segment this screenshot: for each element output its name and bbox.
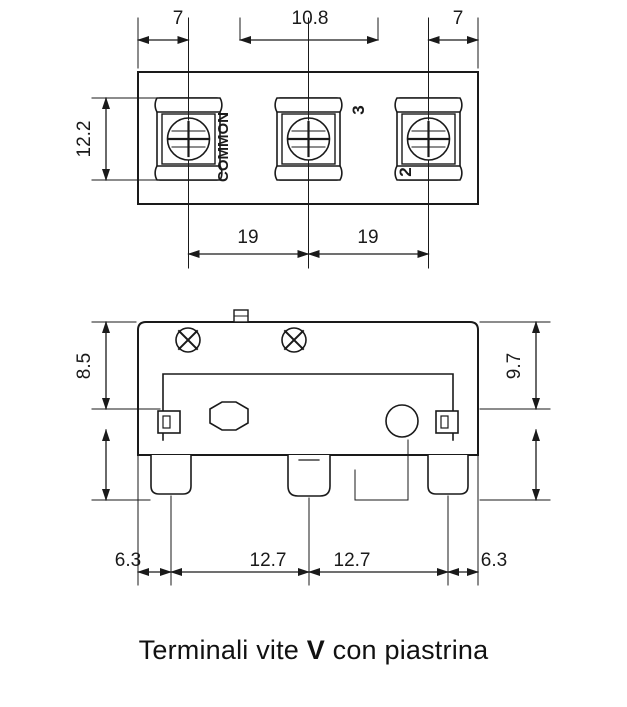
label-2: 2 — [396, 167, 415, 177]
dim-top-7-left-label: 7 — [172, 8, 184, 29]
label-common: COMMON — [215, 112, 232, 182]
dim-19-left-label: 19 — [237, 227, 259, 248]
dim-12-7-left-label: 12.7 — [249, 550, 287, 571]
dim-8-5-label: 8.5 — [74, 352, 95, 380]
hex-boss — [210, 402, 248, 430]
dim-9-7-label: 9.7 — [504, 352, 525, 380]
dim-top-7-right-label: 7 — [452, 8, 464, 29]
dim-6-3-right-label: 6.3 — [480, 550, 508, 571]
label-3: 3 — [349, 105, 368, 115]
dim-6-3-left-label: 6.3 — [114, 550, 142, 571]
caption-text-part1: Terminali vite — [138, 635, 307, 665]
side-view-body — [138, 310, 478, 496]
round-boss — [386, 405, 418, 437]
dim-top-10-8-label: 10.8 — [291, 8, 329, 29]
drawing-caption — [0, 635, 627, 666]
screw-left — [176, 328, 200, 352]
dim-19-right-label: 19 — [357, 227, 379, 248]
dim-12-7-right-label: 12.7 — [333, 550, 371, 571]
screw-right — [282, 328, 306, 352]
caption-text-part2: con piastrina — [324, 635, 489, 665]
dim-12-2-label: 12.2 — [74, 120, 95, 158]
mounting-slot-right — [436, 411, 458, 433]
mounting-slot-left — [158, 411, 180, 433]
terminal-legs — [151, 455, 468, 496]
caption-text-bold: V — [306, 635, 325, 665]
